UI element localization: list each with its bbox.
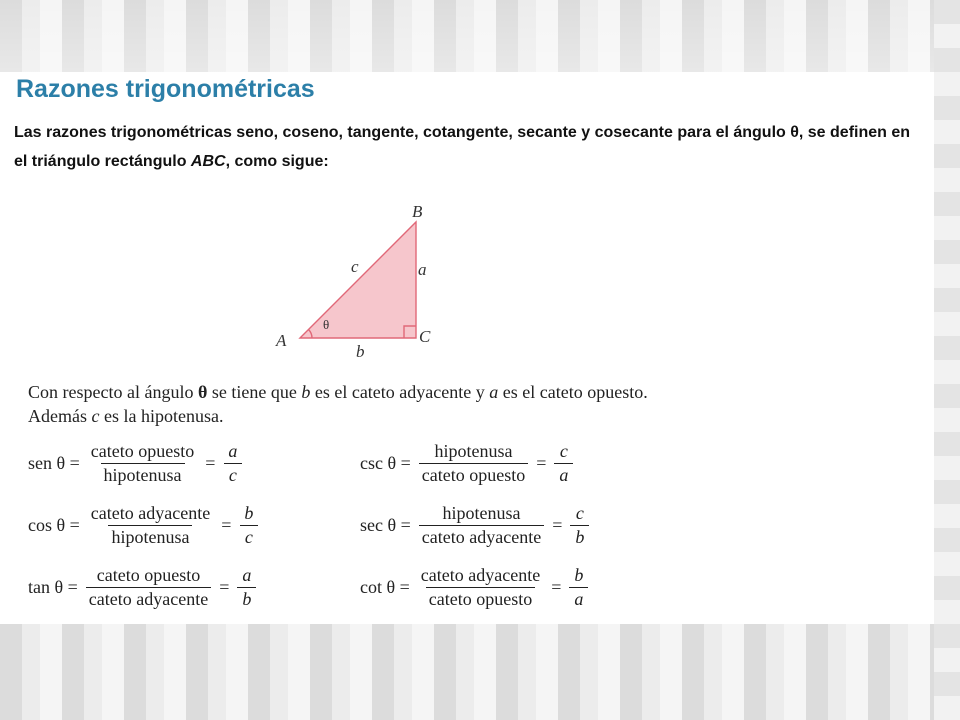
note-line-2: Además c es la hipotenusa. bbox=[28, 406, 224, 426]
formula-sen-ratio: $\frac{a}{c}$ bbox=[223, 440, 242, 487]
formula-cot bbox=[360, 559, 588, 615]
equals-sign: = bbox=[552, 514, 563, 535]
formula-sen-fraction: $\frac{\text{cateto opuesto}}{\text{hipotenusa}}$ bbox=[90, 440, 195, 485]
formula-cot-lhs: cot θ = bbox=[360, 576, 410, 597]
equals-sign: = bbox=[219, 576, 230, 597]
formula-cos-lhs: cos θ = bbox=[28, 514, 80, 535]
note-line-1: Con respecto al ángulo θ se tiene que b es el cateto adyacente y a es el cateto opuesto. bbox=[28, 382, 648, 402]
formula-csc-fraction: $\frac{\text{hipotenusa}}{\text{cateto opuesto}}$ bbox=[419, 440, 528, 487]
formula-csc-ratio: $\frac{c}{a}$ bbox=[554, 440, 573, 487]
side-c-label: c bbox=[351, 257, 359, 276]
vertex-b-label: B bbox=[412, 202, 423, 221]
formula-sec bbox=[360, 497, 589, 553]
page-title: Razones trigonométricas bbox=[16, 75, 315, 103]
background-top-fade bbox=[0, 0, 960, 72]
angle-theta-label: θ bbox=[323, 317, 330, 332]
formula-tan-lhs: tan θ = bbox=[28, 576, 78, 597]
intro-text-2: , como sigue: bbox=[225, 153, 329, 170]
equals-sign: = bbox=[221, 514, 232, 535]
side-a-label: a bbox=[418, 260, 427, 279]
intro-paragraph bbox=[14, 118, 919, 176]
formula-tan bbox=[28, 559, 256, 615]
formula-sec-ratio: $\frac{c}{b}$ bbox=[570, 502, 589, 549]
formula-cot-ratio: $\frac{b}{a}$ bbox=[569, 564, 588, 611]
formula-cot-fraction: $\frac{\text{cateto adyacente}}{\text{cateto opuesto}}$ bbox=[420, 564, 541, 609]
formula-cos bbox=[28, 497, 258, 553]
formula-tan-ratio: $\frac{a}{b}$ bbox=[237, 564, 256, 611]
vertex-a-label: A bbox=[276, 331, 287, 350]
formula-csc bbox=[360, 435, 573, 491]
equals-sign: = bbox=[536, 452, 547, 473]
formula-cos-ratio: $\frac{b}{c}$ bbox=[239, 502, 258, 549]
triangle-shape bbox=[300, 222, 416, 338]
equals-sign: = bbox=[551, 576, 562, 597]
formula-cos-fraction: $\frac{\text{cateto adyacente}}{\text{hipotenusa}}$ bbox=[90, 502, 211, 547]
formula-sec-fraction: $\frac{\text{hipotenusa}}{\text{cateto adyacente}}$ bbox=[419, 502, 544, 549]
explanation-note bbox=[28, 380, 728, 428]
formula-csc-lhs: csc θ = bbox=[360, 452, 411, 473]
formula-tan-fraction: $\frac{\text{cateto opuesto}}{\text{cateto adyacente}}$ bbox=[86, 564, 211, 611]
background-stripes-bottom bbox=[0, 624, 960, 720]
formula-sen-lhs: sen θ = bbox=[28, 452, 80, 473]
background-stripes-right bbox=[934, 0, 960, 720]
vertex-c-label: C bbox=[419, 327, 431, 346]
side-b-label: b bbox=[356, 342, 365, 361]
intro-triangle-name: ABC bbox=[190, 153, 226, 170]
formula-sen bbox=[28, 435, 242, 491]
right-triangle-diagram bbox=[260, 195, 480, 365]
intro-text-1: Las razones trigonométricas seno, coseno, tangente, cotangente, secante y cosecante para el ángulo θ, se definen en el triángulo rectángulo bbox=[14, 124, 911, 170]
formula-sec-lhs: sec θ = bbox=[360, 514, 411, 535]
equals-sign: = bbox=[205, 452, 216, 473]
